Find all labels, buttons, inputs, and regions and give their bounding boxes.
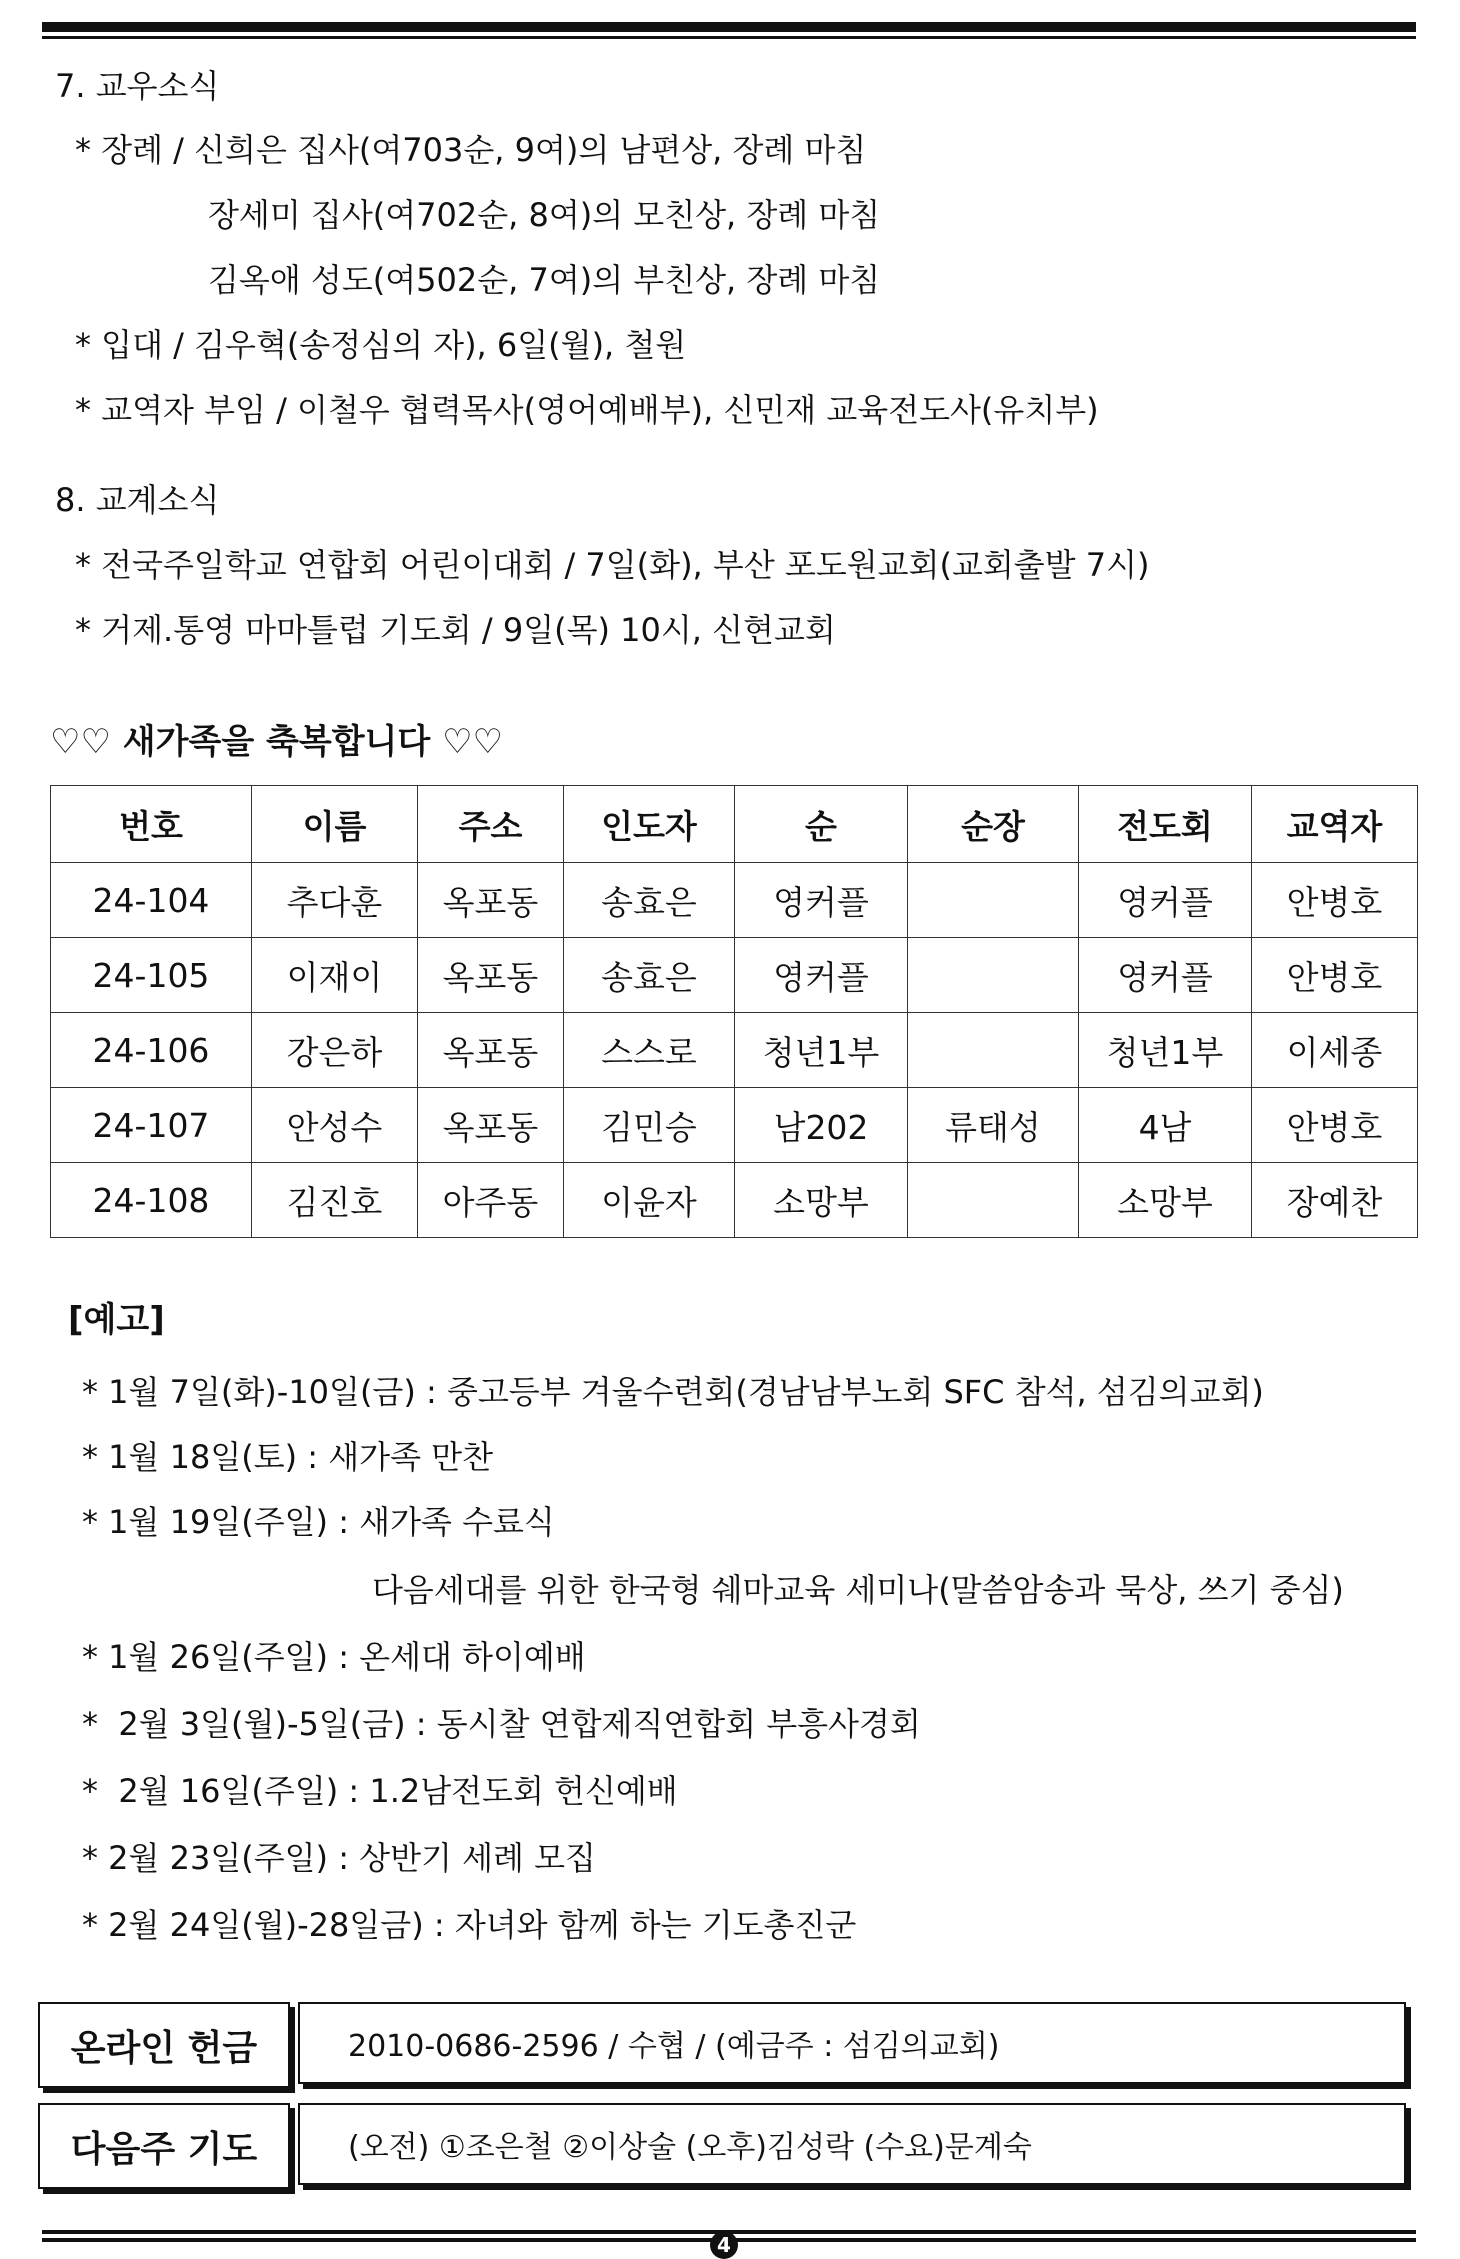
page-number-badge: 4 [710, 2231, 738, 2259]
notice-line: * 2월 24일(월)-28일금) : 자녀와 함께 하는 기도총진군 [82, 1906, 857, 1944]
cell-pastor: 이세종 [1252, 1013, 1418, 1088]
cell-leader [908, 1013, 1079, 1088]
cell-guide: 이윤자 [564, 1163, 735, 1238]
cell-pastor: 안병호 [1252, 863, 1418, 938]
cell-leader [908, 863, 1079, 938]
table-row [51, 1088, 1418, 1163]
cell-mission: 청년1부 [1079, 1013, 1252, 1088]
cell-group: 영커플 [735, 938, 908, 1013]
header-cell: 인도자 [564, 786, 735, 863]
header-cell: 전도회 [1079, 786, 1252, 863]
notice-line: * 1월 7일(화)-10일(금) : 중고등부 겨울수련회(경남남부노회 SFC 참석, 섬김의교회) [82, 1373, 1264, 1411]
section7-line: * 교역자 부임 / 이철우 협력목사(영어예배부), 신민재 교육전도사(유치부) [75, 391, 1099, 429]
notice-title: [예고] [68, 1300, 165, 1340]
cell-name: 안성수 [252, 1088, 418, 1163]
new-family-title: ♡♡ 새가족을 축복합니다 ♡♡ [50, 722, 504, 762]
cell-number: 24-106 [51, 1013, 252, 1088]
section8-line: * 전국주일학교 연합회 어린이대회 / 7일(화), 부산 포도원교회(교회출발 7시) [75, 546, 1150, 584]
cell-guide: 김민승 [564, 1088, 735, 1163]
cell-guide: 스스로 [564, 1013, 735, 1088]
section7-line: 김옥애 성도(여502순, 7여)의 부친상, 장례 마침 [208, 261, 881, 299]
cell-address: 아주동 [418, 1163, 564, 1238]
section7-line: 장세미 집사(여702순, 8여)의 모친상, 장례 마침 [208, 196, 881, 234]
header-cell: 순장 [908, 786, 1079, 863]
cell-name: 추다훈 [252, 863, 418, 938]
next-prayer-list: (오전) ①조은철 ②이상술 (오후)김성락 (수요)문계숙 [298, 2103, 1406, 2185]
cell-group: 영커플 [735, 863, 908, 938]
new-family-table [50, 785, 1418, 1238]
notice-line: * 1월 26일(주일) : 온세대 하이예배 [82, 1638, 586, 1676]
online-offering-label: 온라인 헌금 [38, 2002, 290, 2088]
cell-name: 김진호 [252, 1163, 418, 1238]
notice-line: * 2월 23일(주일) : 상반기 세례 모집 [82, 1839, 596, 1877]
cell-mission: 소망부 [1079, 1163, 1252, 1238]
table-row [51, 1013, 1418, 1088]
cell-leader [908, 1163, 1079, 1238]
cell-pastor: 안병호 [1252, 938, 1418, 1013]
header-cell: 번호 [51, 786, 252, 863]
section7-line: * 장례 / 신희은 집사(여703순, 9여)의 남편상, 장례 마침 [75, 131, 867, 169]
cell-mission: 영커플 [1079, 863, 1252, 938]
header-cell: 교역자 [1252, 786, 1418, 863]
cell-address: 옥포동 [418, 863, 564, 938]
table-row [51, 1163, 1418, 1238]
cell-number: 24-105 [51, 938, 252, 1013]
cell-number: 24-107 [51, 1088, 252, 1163]
table-row [51, 863, 1418, 938]
online-offering-account: 2010-0686-2596 / 수협 / (예금주 : 섬김의교회) [298, 2002, 1406, 2084]
cell-guide: 송효은 [564, 863, 735, 938]
cell-pastor: 안병호 [1252, 1088, 1418, 1163]
cell-number: 24-104 [51, 863, 252, 938]
cell-address: 옥포동 [418, 1013, 564, 1088]
table-row [51, 938, 1418, 1013]
cell-address: 옥포동 [418, 1088, 564, 1163]
table-header-row [51, 786, 1418, 863]
header-cell: 주소 [418, 786, 564, 863]
cell-mission: 4남 [1079, 1088, 1252, 1163]
header-cell: 이름 [252, 786, 418, 863]
notice-line: * 2월 16일(주일) : 1.2남전도회 헌신예배 [82, 1772, 678, 1810]
section7-line: * 입대 / 김우혁(송정심의 자), 6일(월), 철원 [75, 326, 687, 364]
cell-name: 이재이 [252, 938, 418, 1013]
cell-group: 소망부 [735, 1163, 908, 1238]
section8-title: 8. 교계소식 [55, 481, 220, 519]
section8-line: * 거제.통영 마마틀럽 기도회 / 9일(목) 10시, 신현교회 [75, 611, 836, 649]
notice-line: * 1월 18일(토) : 새가족 만찬 [82, 1438, 493, 1476]
cell-pastor: 장예찬 [1252, 1163, 1418, 1238]
cell-guide: 송효은 [564, 938, 735, 1013]
notice-line: * 2월 3일(월)-5일(금) : 동시찰 연합제직연합회 부흥사경회 [82, 1705, 921, 1743]
header-cell: 순 [735, 786, 908, 863]
next-prayer-label: 다음주 기도 [38, 2103, 290, 2189]
cell-name: 강은하 [252, 1013, 418, 1088]
notice-line: * 1월 19일(주일) : 새가족 수료식 [82, 1503, 555, 1541]
cell-leader: 류태성 [908, 1088, 1079, 1163]
top-rule [42, 22, 1416, 32]
cell-address: 옥포동 [418, 938, 564, 1013]
cell-number: 24-108 [51, 1163, 252, 1238]
section7-title: 7. 교우소식 [55, 67, 220, 105]
notice-line: 다음세대를 위한 한국형 쉐마교육 세미나(말씀암송과 묵상, 쓰기 중심) [372, 1571, 1344, 1609]
cell-leader [908, 938, 1079, 1013]
cell-group: 남202 [735, 1088, 908, 1163]
cell-mission: 영커플 [1079, 938, 1252, 1013]
cell-group: 청년1부 [735, 1013, 908, 1088]
top-rule-thin [42, 36, 1416, 39]
